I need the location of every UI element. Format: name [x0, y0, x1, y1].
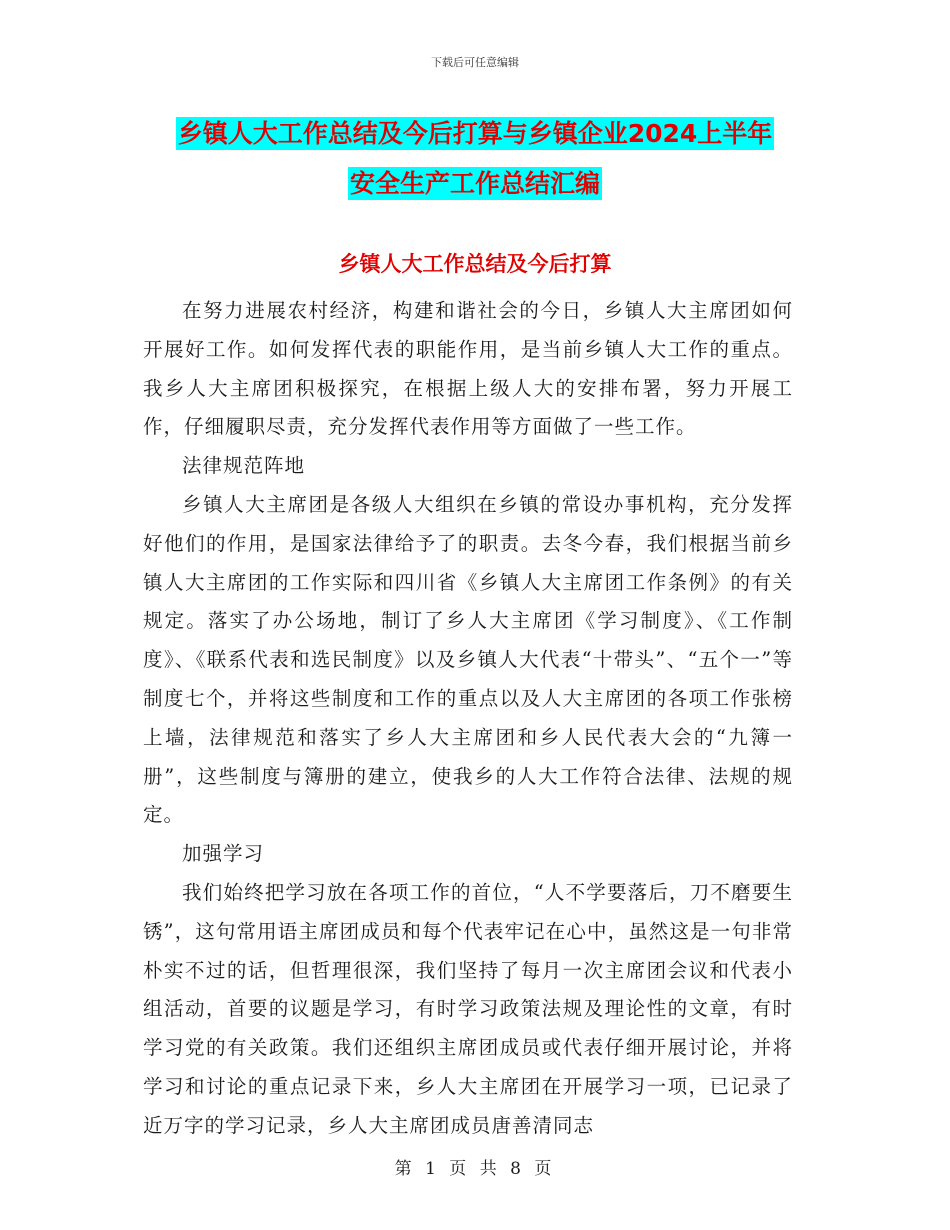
section-title: 乡镇人大工作总结及今后打算: [338, 252, 612, 276]
document-body: [143, 292, 793, 1146]
page-footer: 第 1 页 共 8 页: [394, 1159, 556, 1179]
document-title-line-1: 乡镇人大工作总结及今后打算与乡镇企业2024上半年: [177, 119, 773, 148]
paragraph-study: 我们始终把学习放在各项工作的首位，“人不学要落后，刀不磨要生锈”，这句常用语主席团成员和每个代表牢记在心中，虽然这是一句非常朴实不过的话，但哲理很深，我们坚持了每月一次主席团会议和代表小组活动，首要的议题是学习，有时学习政策法规及理论性的文章，有时学习党的有关政策。我们还组织主席团成员或代表仔细开展讨论，并将学习和讨论的重点记录下来，乡人大主席团在开展学习一项，已记录了近万字的学习记录，乡人大主席团成员唐善清同志: [143, 880, 793, 1137]
paragraph-legal-norms: 乡镇人大主席团是各级人大组织在乡镇的常设办事机构，充分发挥好他们的作用，是国家法律给予了的职责。去冬今春，我们根据当前乡镇人大主席团的工作实际和四川省《乡镇人大主席团工作条例》的有关规定。落实了办公场地，制订了乡人大主席团《学习制度》、《工作制度》、《联系代表和选民制度》以及乡镇人大代表“十带头”、“五个一”等制度七个，并将这些制度和工作的重点以及人大主席团的各项工作张榜上墙，法律规范和落实了乡人大主席团和乡人民代表大会的“九簿一册”，这些制度与簿册的建立，使我乡的人大工作符合法律、法规的规定。: [143, 492, 793, 827]
document-title: [0, 110, 950, 210]
subheading-legal-norms: 法律规范阵地: [182, 454, 306, 478]
header-note: 下载后可任意编辑: [431, 56, 519, 69]
document-title-line-2: 安全生产工作总结汇编: [349, 169, 600, 198]
subheading-study: 加强学习: [182, 842, 265, 866]
paragraph-intro: 在努力进展农村经济，构建和谐社会的今日，乡镇人大主席团如何开展好工作。如何发挥代表的职能作用，是当前乡镇人大工作的重点。我乡人大主席团积极探究，在根据上级人大的安排布署，努力开展工作，仔细履职尽责，充分发挥代表作用等方面做了一些工作。: [143, 299, 793, 439]
